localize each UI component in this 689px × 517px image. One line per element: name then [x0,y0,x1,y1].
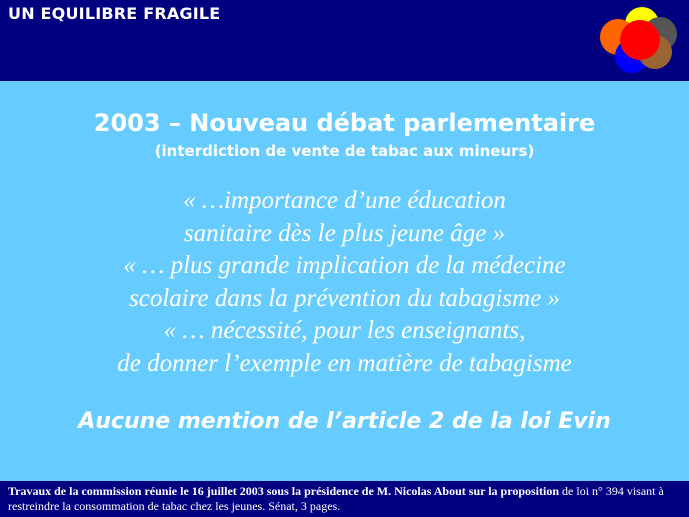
quote-line: de donner l’exemple en matière de tabagisme [117,349,572,377]
quote-line: scolaire dans la prévention du tabagisme » [129,284,560,312]
colored-circles-logo-icon [598,4,680,76]
footer-citation-bold: Travaux de la commission réunie le 16 juillet 2003 sous la présidence de M. Nicolas About sur la proposition [8,484,560,498]
logo-circle-red [620,20,660,60]
footer-citation-rest: de loi n° 394 visant à restreindre la consommation de tabac chez les jeunes. Sénat, 3 pages. [8,484,664,513]
footer-bar [0,481,689,517]
slide-title: 2003 – Nouveau débat parlementaire [93,109,596,137]
header-bar [0,0,689,81]
quote-line: « … plus grande implication de la médecine [123,252,566,279]
quote-line: sanitaire dès le plus jeune âge » [183,219,506,247]
slide-subtitle: (interdiction de vente de tabac aux mineurs) [154,142,535,160]
footer-citation [8,484,684,514]
quote-block [0,185,689,380]
quote-line: « …importance d’une éducation [183,187,506,214]
header-title: UN EQUILIBRE FRAGILE [8,4,221,23]
quote-line: « … nécessité, pour les enseignants, [163,317,526,344]
conclusion-text: Aucune mention de l’article 2 de la loi Evin [78,409,611,434]
main-content [0,81,689,481]
